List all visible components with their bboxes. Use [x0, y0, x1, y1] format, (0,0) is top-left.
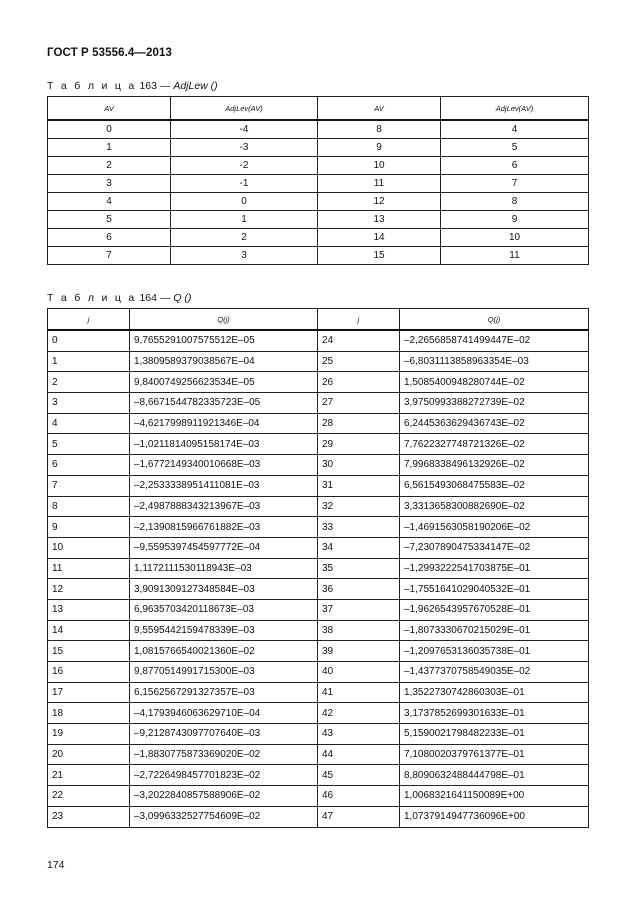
- table-cell: 1,3522730742860303E–01: [400, 682, 589, 703]
- table-row: [48, 744, 589, 765]
- table-row: [48, 413, 589, 434]
- table-cell: –1,6772149340010668E–03: [130, 455, 318, 476]
- table-cell: 13: [48, 599, 130, 620]
- column-header: j: [48, 309, 130, 331]
- table-cell: 29: [318, 434, 400, 455]
- table-row: [48, 517, 589, 538]
- table-cell: 9: [48, 517, 130, 538]
- table-cell: 46: [318, 786, 400, 807]
- table-cell: 5: [48, 211, 171, 229]
- table-cell: 36: [318, 579, 400, 600]
- table-row: [48, 229, 589, 247]
- table-cell: 3,9750993388272739E–02: [400, 393, 589, 414]
- table-cell: 2: [48, 157, 171, 175]
- table-cell: 3,1737852699301633E–01: [400, 703, 589, 724]
- table-cell: 40: [318, 662, 400, 683]
- table-cell: -2: [171, 157, 318, 175]
- table-cell: 7: [48, 475, 130, 496]
- table-cell: 3: [48, 393, 130, 414]
- table-row: [48, 193, 589, 211]
- column-header: AV: [318, 97, 441, 121]
- table-cell: 5: [48, 434, 130, 455]
- table-cell: –1,8830775873369020E–02: [130, 744, 318, 765]
- table-cell: –1,4377370758549035E–02: [400, 662, 589, 683]
- table-cell: 27: [318, 393, 400, 414]
- table-cell: –6,8031113858963354E–03: [400, 351, 589, 372]
- column-header: AV: [48, 97, 171, 121]
- table-row: [48, 351, 589, 372]
- table-cell: –1,2993222541703875E–01: [400, 558, 589, 579]
- table-row: [48, 434, 589, 455]
- table-row: [48, 579, 589, 600]
- table-cell: 43: [318, 724, 400, 745]
- column-header: AdjLev(AV): [171, 97, 318, 121]
- table-cell: 6,1562567291327357E–03: [130, 682, 318, 703]
- table-row: [48, 139, 589, 157]
- table-cell: 6: [48, 229, 171, 247]
- table-cell: 1,0815766540021360E–02: [130, 641, 318, 662]
- table-cell: 16: [48, 662, 130, 683]
- caption-label: Т а б л и ц а: [47, 80, 137, 92]
- table-cell: –1,8073330670215029E–01: [400, 620, 589, 641]
- table-cell: 20: [48, 744, 130, 765]
- table-cell: 32: [318, 496, 400, 517]
- table-164-caption: [47, 292, 191, 304]
- table-cell: 31: [318, 475, 400, 496]
- table-164-body: [48, 330, 589, 827]
- table-cell: –1,4691563058190206E–02: [400, 517, 589, 538]
- table-cell: –9,5595397454597772E–04: [130, 537, 318, 558]
- table-cell: -1: [171, 175, 318, 193]
- table-cell: 1,5085400948280744E–02: [400, 372, 589, 393]
- table-row: [48, 641, 589, 662]
- page-number: 174: [47, 859, 65, 871]
- table-header-row: [48, 97, 589, 121]
- document-id: ГОСТ Р 53556.4—2013: [47, 47, 172, 59]
- table-row: [48, 662, 589, 683]
- table-cell: 14: [48, 620, 130, 641]
- table-cell: 7,7622327748721326E–02: [400, 434, 589, 455]
- table-163-body: [48, 120, 589, 265]
- table-cell: –2,2656858741499447E–02: [400, 330, 589, 351]
- table-row: [48, 537, 589, 558]
- table-cell: 9: [318, 139, 441, 157]
- table-cell: 18: [48, 703, 130, 724]
- table-cell: 10: [441, 229, 589, 247]
- table-row: [48, 786, 589, 807]
- caption-number: 164 —: [139, 292, 171, 304]
- table-row: [48, 475, 589, 496]
- table-cell: 0: [48, 330, 130, 351]
- table-cell: 19: [48, 724, 130, 745]
- table-cell: 6,5615493068475583E–02: [400, 475, 589, 496]
- table-164: [47, 308, 589, 828]
- table-row: [48, 120, 589, 139]
- table-cell: –8,6671544782335723E–05: [130, 393, 318, 414]
- table-cell: 9,7655291007575512E–05: [130, 330, 318, 351]
- table-cell: 11: [441, 247, 589, 265]
- table-row: [48, 157, 589, 175]
- table-cell: –2,7226498457701823E–02: [130, 765, 318, 786]
- table-cell: 7,9968338496132926E–02: [400, 455, 589, 476]
- table-cell: –3,0996332527754609E–02: [130, 806, 318, 827]
- table-cell: 42: [318, 703, 400, 724]
- table-cell: –2,2533338951411081E–03: [130, 475, 318, 496]
- table-cell: 41: [318, 682, 400, 703]
- table-cell: 8,8090632488444798E–01: [400, 765, 589, 786]
- table-cell: 10: [318, 157, 441, 175]
- table-row: [48, 330, 589, 351]
- table-cell: 1: [171, 211, 318, 229]
- table-cell: 8: [441, 193, 589, 211]
- table-cell: –1,0211814095158174E–03: [130, 434, 318, 455]
- table-cell: 21: [48, 765, 130, 786]
- table-cell: 14: [318, 229, 441, 247]
- table-cell: 34: [318, 537, 400, 558]
- table-cell: 24: [318, 330, 400, 351]
- table-cell: –1,7551641029040532E–01: [400, 579, 589, 600]
- table-row: [48, 703, 589, 724]
- table-cell: –7,2307890475334147E–02: [400, 537, 589, 558]
- table-cell: –9,2128743097707640E–03: [130, 724, 318, 745]
- column-header: AdjLev(AV): [441, 97, 589, 121]
- table-cell: 25: [318, 351, 400, 372]
- table-cell: 47: [318, 806, 400, 827]
- table-163-caption: [47, 80, 218, 92]
- table-row: [48, 682, 589, 703]
- table-cell: 10: [48, 537, 130, 558]
- table-cell: 1,0737914947736096E+00: [400, 806, 589, 827]
- table-cell: 9: [441, 211, 589, 229]
- table-cell: 38: [318, 620, 400, 641]
- table-cell: 1,3809589379038567E–04: [130, 351, 318, 372]
- table-cell: 6: [441, 157, 589, 175]
- table-cell: 0: [171, 193, 318, 211]
- table-cell: 33: [318, 517, 400, 538]
- table-cell: 37: [318, 599, 400, 620]
- table-cell: 9,5595442159478339E–03: [130, 620, 318, 641]
- table-cell: 2: [48, 372, 130, 393]
- table-cell: –4,1793946063629710E–04: [130, 703, 318, 724]
- table-cell: 1,1172111530118943E–03: [130, 558, 318, 579]
- table-row: [48, 765, 589, 786]
- table-cell: 9,8770514991715300E–03: [130, 662, 318, 683]
- caption-label: Т а б л и ц а: [47, 292, 137, 304]
- table-cell: –3,2022840857588906E–02: [130, 786, 318, 807]
- table-row: [48, 724, 589, 745]
- table-cell: 4: [48, 193, 171, 211]
- caption-number: 163 —: [139, 80, 171, 92]
- table-cell: 39: [318, 641, 400, 662]
- table-row: [48, 175, 589, 193]
- table-cell: 8: [318, 120, 441, 139]
- table-row: [48, 620, 589, 641]
- table-cell: –2,4987888343213967E–03: [130, 496, 318, 517]
- table-cell: 35: [318, 558, 400, 579]
- table-row: [48, 455, 589, 476]
- table-header-row: [48, 309, 589, 331]
- table-cell: 5,1590021798482233E–01: [400, 724, 589, 745]
- table-163: [47, 96, 589, 265]
- table-row: [48, 393, 589, 414]
- table-cell: 7: [441, 175, 589, 193]
- table-cell: 5: [441, 139, 589, 157]
- table-cell: -3: [171, 139, 318, 157]
- table-cell: 2: [171, 229, 318, 247]
- table-cell: 6,2445363629436743E–02: [400, 413, 589, 434]
- table-row: [48, 496, 589, 517]
- table-row: [48, 372, 589, 393]
- table-cell: 3,3313658300882690E–02: [400, 496, 589, 517]
- table-cell: 26: [318, 372, 400, 393]
- table-row: [48, 247, 589, 265]
- table-cell: 1,0068321641150089E+00: [400, 786, 589, 807]
- table-cell: 11: [318, 175, 441, 193]
- table-cell: 13: [318, 211, 441, 229]
- table-cell: -4: [171, 120, 318, 139]
- table-row: [48, 599, 589, 620]
- table-cell: 9,8400749256623534E–05: [130, 372, 318, 393]
- table-cell: 28: [318, 413, 400, 434]
- table-cell: 1: [48, 139, 171, 157]
- table-cell: –1,2097653136035738E–01: [400, 641, 589, 662]
- table-cell: 3,9091309127348584E–03: [130, 579, 318, 600]
- table-cell: 4: [441, 120, 589, 139]
- table-cell: 22: [48, 786, 130, 807]
- table-cell: 11: [48, 558, 130, 579]
- table-cell: 0: [48, 120, 171, 139]
- table-cell: 12: [318, 193, 441, 211]
- table-row: [48, 806, 589, 827]
- table-cell: 8: [48, 496, 130, 517]
- table-cell: 3: [48, 175, 171, 193]
- table-cell: 7,1080020379761377E–01: [400, 744, 589, 765]
- table-row: [48, 558, 589, 579]
- caption-function: AdjLew (): [173, 80, 218, 92]
- table-row: [48, 211, 589, 229]
- table-cell: –4,6217998911921346E–04: [130, 413, 318, 434]
- column-header: Q(j): [130, 309, 318, 331]
- table-cell: 6,9635703420118673E–03: [130, 599, 318, 620]
- table-cell: 45: [318, 765, 400, 786]
- column-header: j: [318, 309, 400, 331]
- table-cell: –2,1390815966761882E–03: [130, 517, 318, 538]
- table-cell: 1: [48, 351, 130, 372]
- column-header: Q(j): [400, 309, 589, 331]
- table-cell: 4: [48, 413, 130, 434]
- table-cell: 17: [48, 682, 130, 703]
- table-cell: 15: [48, 641, 130, 662]
- caption-function: Q (): [173, 292, 192, 304]
- table-cell: 12: [48, 579, 130, 600]
- table-cell: –1,9626543957670528E–01: [400, 599, 589, 620]
- table-cell: 7: [48, 247, 171, 265]
- table-cell: 3: [171, 247, 318, 265]
- table-cell: 23: [48, 806, 130, 827]
- table-cell: 44: [318, 744, 400, 765]
- table-cell: 15: [318, 247, 441, 265]
- table-cell: 30: [318, 455, 400, 476]
- table-cell: 6: [48, 455, 130, 476]
